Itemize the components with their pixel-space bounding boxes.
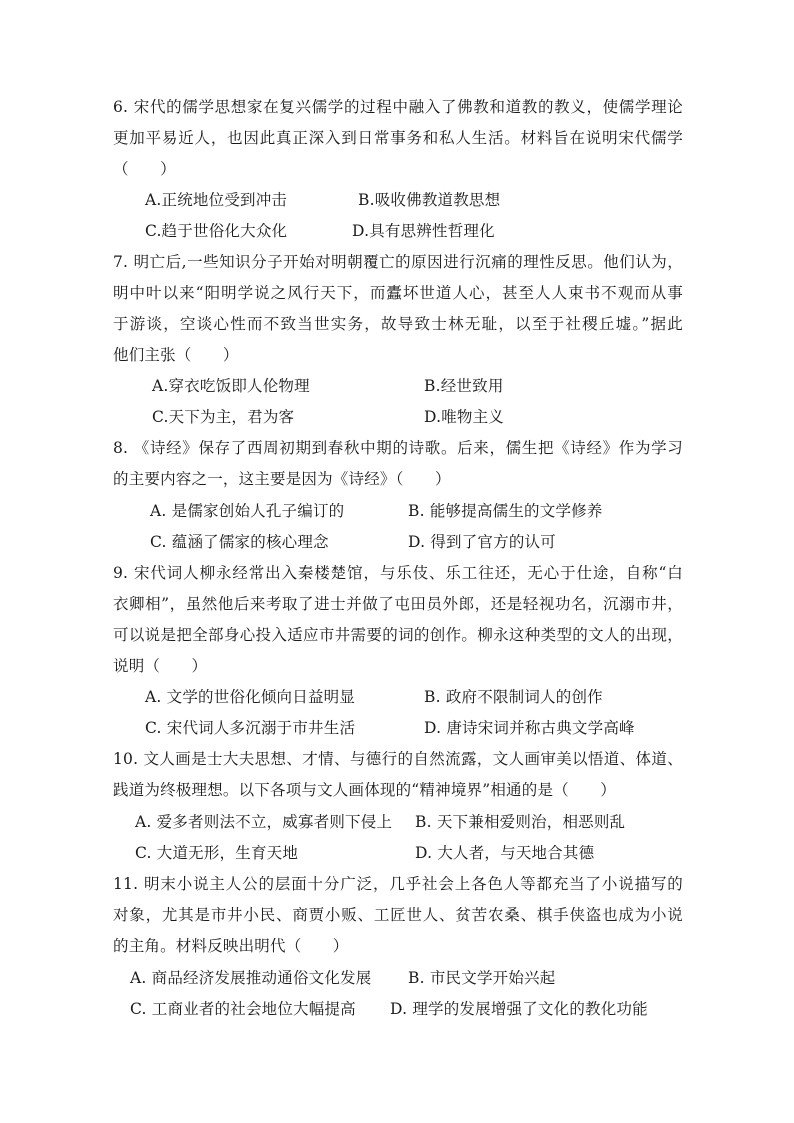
q8-line-2: 的主要内容之一，这主要是因为《诗经》（ ） [113, 470, 451, 488]
q7-line-1: 7. 明亡后,一些知识分子开始对明朝覆亡的原因进行沉痛的理性反思。他们认为， [113, 253, 683, 271]
q7-option-a: A.穿衣吃饭即人伦物理 [152, 377, 310, 395]
q6-line-3: （ ） [113, 160, 176, 178]
q6-line-1: 6. 宋代的儒学思想家在复兴儒学的过程中融入了佛教和道教的教义，使儒学理论 [113, 98, 683, 116]
q6-option-a: A.正统地位受到冲击 [145, 191, 288, 209]
q8-line-1: 8. 《诗经》保存了西周初期到春秋中期的诗歌。后来，儒生把《诗经》作为学习 [113, 439, 683, 457]
q10-option-d: D. 大人者，与天地合其德 [415, 844, 595, 862]
q8-option-c: C. 蕴涵了儒家的核心理念 [150, 533, 329, 551]
q8-option-a: A. 是儒家创始人孔子编订的 [150, 502, 345, 520]
q11-line-1: 11. 明末小说主人公的层面十分广泛，几乎社会上各色人等都充当了小说描写的 [113, 875, 683, 893]
q7-line-3: 于游谈，空谈心性而不致当世实务，故导致士林无耻，以至于社稷丘墟。”据此 [113, 315, 683, 333]
q10-option-a: A. 爱多者则法不立，威寡者则下侵上 [135, 813, 393, 831]
q11-option-b: B. 市民文学开始兴起 [408, 969, 556, 987]
q11-line-2: 对象，尤其是市井小民、商贾小贩、工匠世人、贫苦农桑、棋手侠盗也成为小说 [113, 906, 683, 924]
q9-line-1: 9. 宋代词人柳永经常出入秦楼楚馆，与乐伎、乐工往还，无心于仕途，自称“白 [113, 564, 683, 582]
q10-line-1: 10. 文人画是士大夫思想、才情、与德行的自然流露，文人画审美以悟道、体道、 [113, 750, 683, 768]
q6-option-d: D.具有思辨性哲理化 [352, 222, 495, 240]
q11-option-a: A. 商品经济发展推动通俗文化发展 [130, 969, 372, 987]
q10-line-2: 践道为终极理想。以下各项与文人画体现的“精神境界”相通的是（ ） [113, 781, 616, 799]
q7-option-c: C.天下为主，君为客 [152, 408, 295, 426]
q11-option-d: D. 理学的发展增强了文化的教化功能 [390, 1000, 648, 1018]
q10-option-c: C. 大道无形，生育天地 [135, 844, 299, 862]
q7-line-2: 明中叶以来“阳明学说之风行天下，而蠹坏世道人心，甚至人人束书不观而从事 [113, 284, 683, 302]
q11-line-3: 的主角。材料反映出明代（ ） [113, 937, 349, 955]
q7-option-b: B.经世致用 [424, 377, 504, 395]
q6-line-2: 更加平易近人，也因此真正深入到日常事务和私人生活。材料旨在说明宋代儒学 [113, 129, 683, 147]
q7-line-4: 他们主张（ ） [113, 346, 239, 364]
q8-option-b: B. 能够提高儒生的文学修养 [408, 502, 603, 520]
q10-option-b: B. 天下兼相爱则治，相恶则乱 [415, 813, 626, 831]
q9-option-d: D. 唐诗宋词并称古典文学高峰 [424, 719, 635, 737]
q9-line-2: 衣卿相”，虽然他后来考取了进士并做了屯田员外郎，还是轻视功名，沉溺市井， [113, 595, 683, 613]
q11-option-c: C. 工商业者的社会地位大幅提高 [130, 1000, 356, 1018]
q9-line-4: 说明（ ） [113, 657, 208, 675]
q6-option-c: C.趋于世俗化大众化 [145, 222, 288, 240]
q9-line-3: 可以说是把全部身心投入适应市井需要的词的创作。柳永这种类型的文人的出现， [113, 626, 683, 644]
q6-option-b: B.吸收佛教道教思想 [358, 191, 501, 209]
q8-option-d: D. 得到了官方的认可 [408, 533, 556, 551]
q9-option-b: B. 政府不限制词人的创作 [424, 688, 603, 706]
q9-option-a: A. 文学的世俗化倾向日益明显 [145, 688, 356, 706]
q7-option-d: D.唯物主义 [424, 408, 505, 426]
q9-option-c: C. 宋代词人多沉溺于市井生活 [145, 719, 356, 737]
